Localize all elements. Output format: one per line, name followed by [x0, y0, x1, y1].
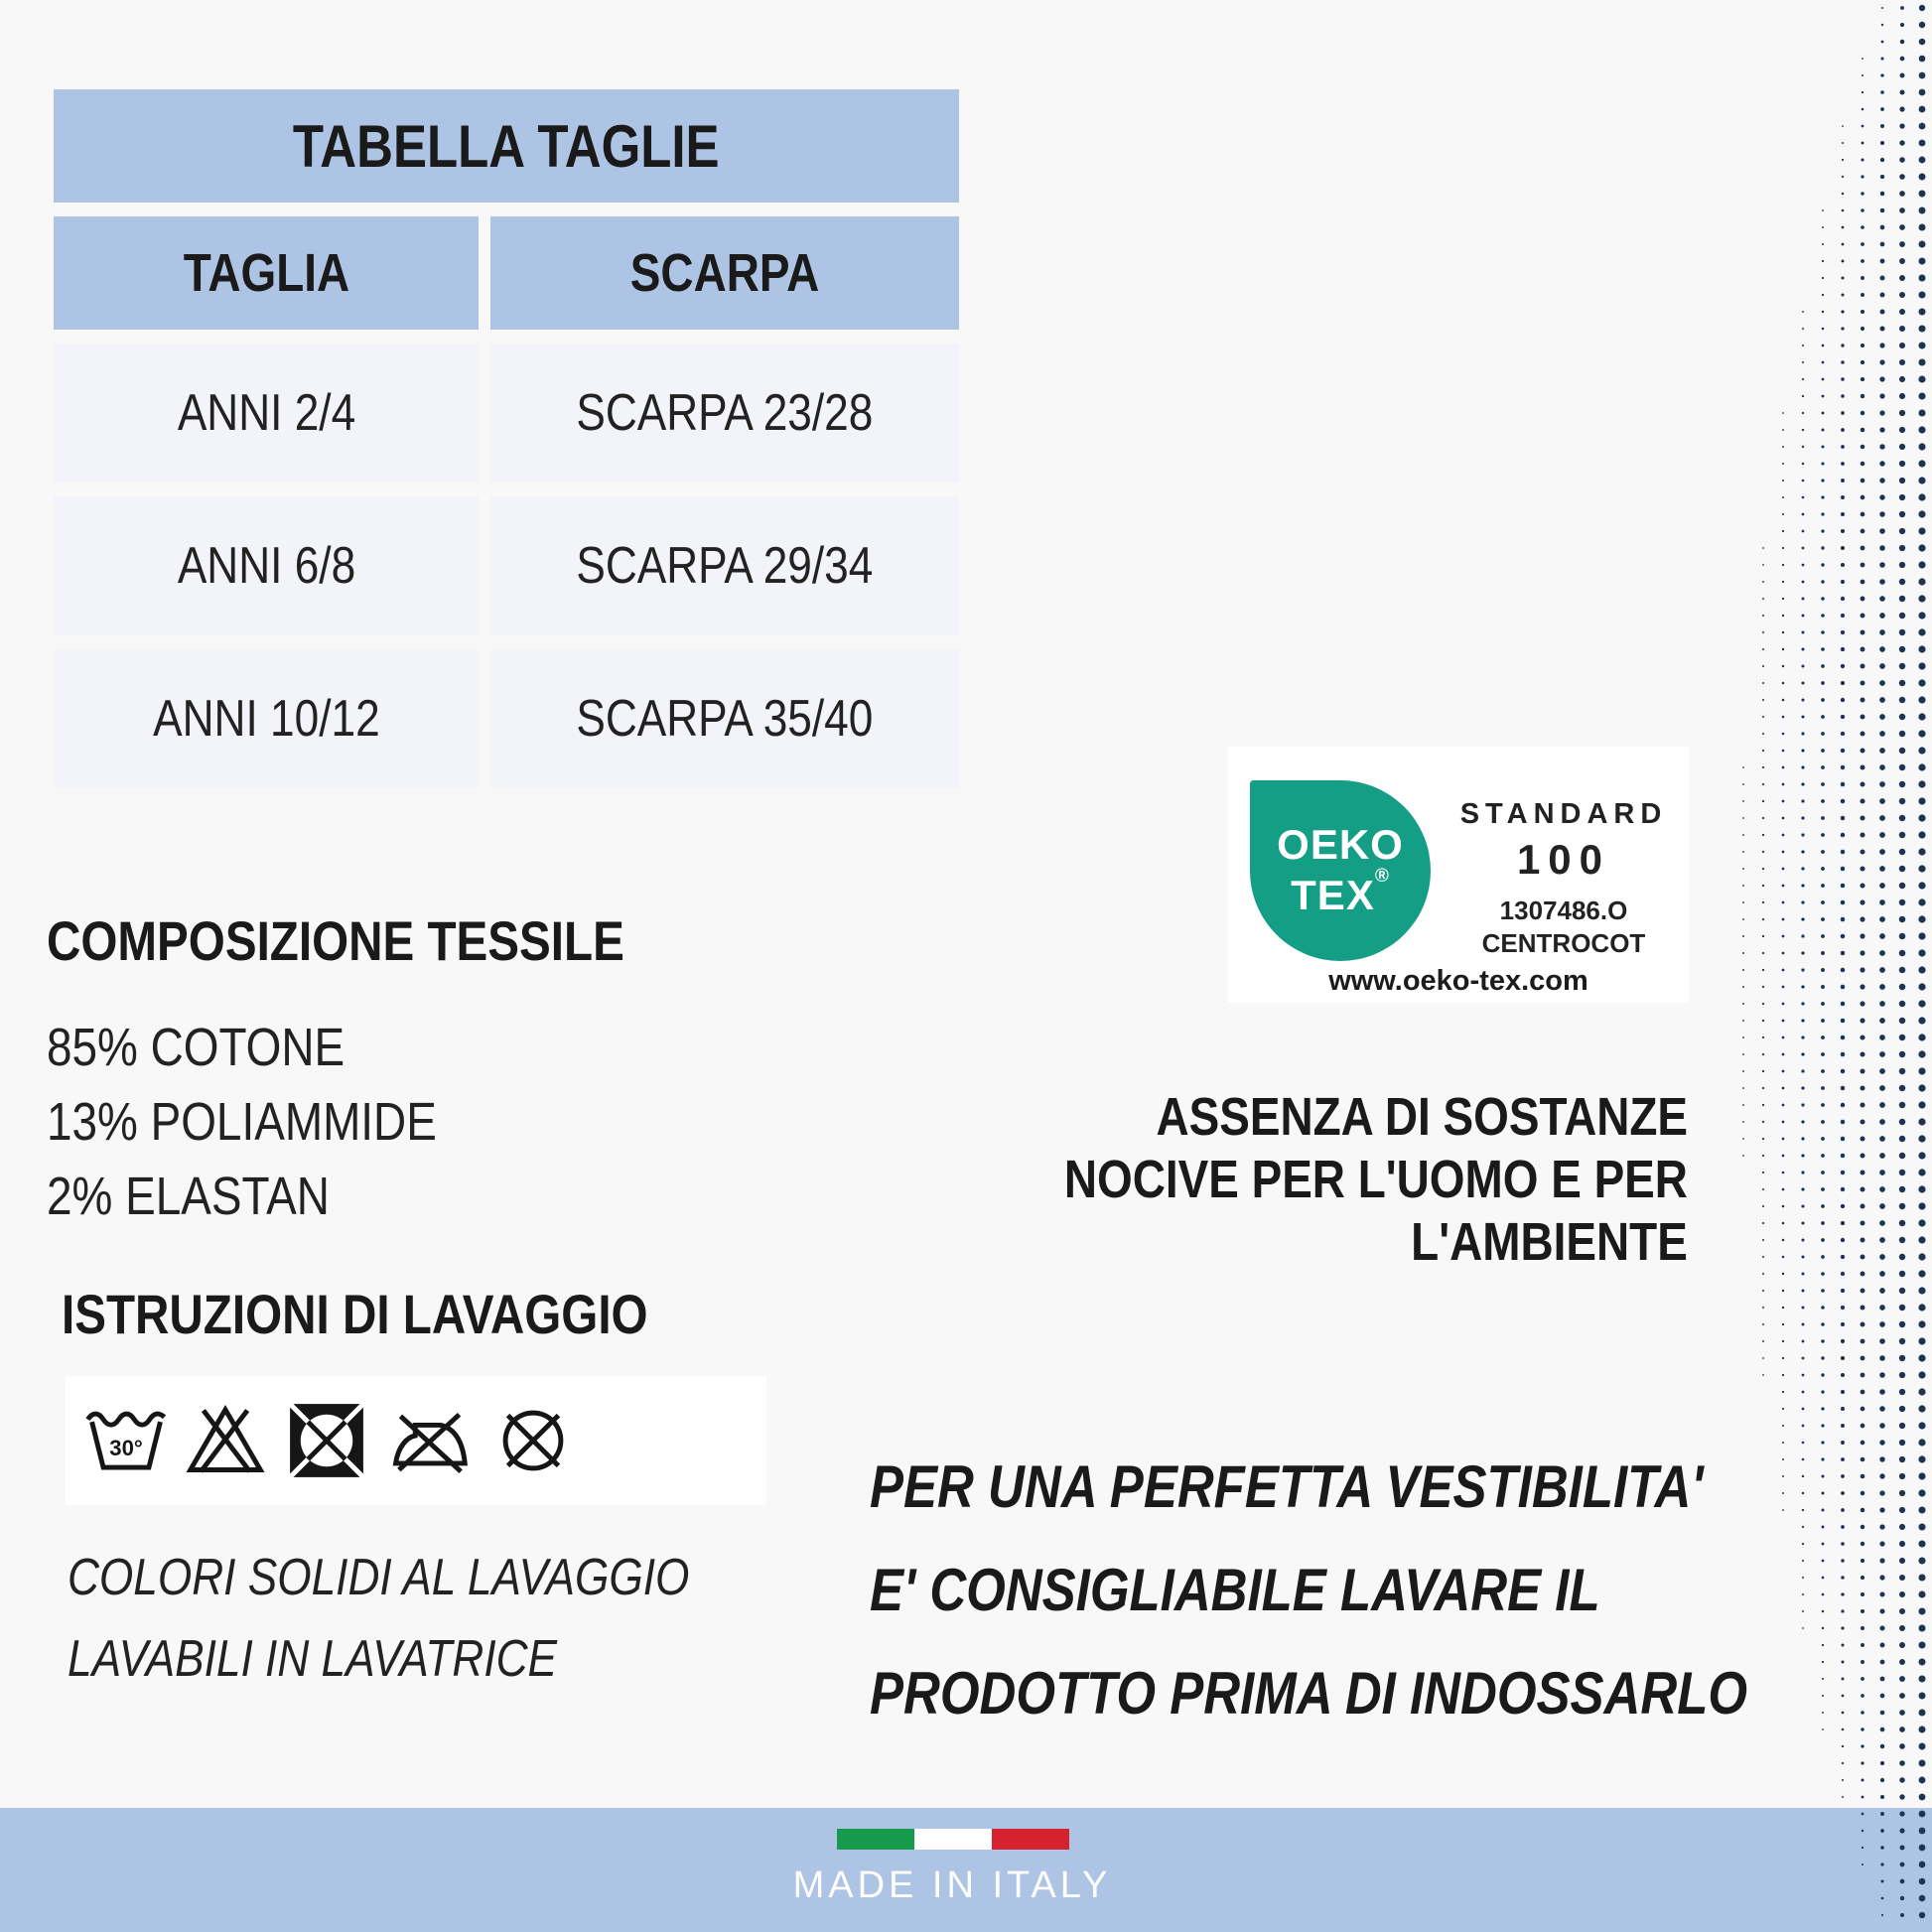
- washing-note: COLORI SOLIDI AL LAVAGGIO: [68, 1549, 690, 1606]
- table-cell: SCARPA 29/34: [490, 496, 959, 635]
- flag-white-stripe: [914, 1829, 992, 1850]
- column-header-taglia: TAGLIA: [54, 216, 479, 330]
- composition-item: 2% ELASTAN: [47, 1167, 330, 1226]
- composition-item: 85% COTONE: [47, 1018, 345, 1077]
- table-cell: SCARPA 23/28: [490, 344, 959, 483]
- advice-line: PER UNA PERFETTA VESTIBILITA': [870, 1453, 1704, 1520]
- washing-title: ISTRUZIONI DI LAVAGGIO: [62, 1283, 648, 1345]
- do-not-bleach-icon: [185, 1398, 266, 1483]
- table-cell: ANNI 6/8: [54, 496, 479, 635]
- certification-website: www.oeko-tex.com: [1328, 965, 1588, 997]
- size-table-title: [54, 89, 959, 203]
- oeko-brand-line2: TEX®: [1291, 866, 1390, 918]
- advice-text: [870, 1436, 1902, 1745]
- size-table-title-text: TABELLA TAGLIE: [293, 112, 720, 180]
- made-in-italy-label: MADE IN ITALY: [792, 1864, 1112, 1906]
- table-cell: ANNI 10/12: [54, 649, 479, 788]
- standard-label: STANDARD: [1459, 798, 1668, 830]
- claim-line: ASSENZA DI SOSTANZE: [1156, 1087, 1688, 1147]
- claim-line: NOCIVE PER L'UOMO E PER: [1063, 1150, 1688, 1209]
- washing-note: LAVABILI IN LAVATRICE: [68, 1630, 557, 1688]
- claim-line: L'AMBIENTE: [1411, 1212, 1688, 1272]
- oeko-tex-logo-icon: [1250, 780, 1431, 961]
- certification-card: [1228, 747, 1689, 1003]
- institute-name: CENTROCOT: [1481, 928, 1646, 958]
- italy-flag-icon: [837, 1829, 1069, 1850]
- wash-30-icon: [85, 1398, 167, 1483]
- certification-claim: [954, 1086, 1688, 1274]
- table-cell: ANNI 2/4: [54, 344, 479, 483]
- do-not-iron-icon: [389, 1398, 471, 1483]
- composition-item: 13% POLIAMMIDE: [47, 1092, 437, 1152]
- oeko-brand-line1: OEKO: [1277, 821, 1404, 869]
- table-cell: SCARPA 35/40: [490, 649, 959, 788]
- flag-green-stripe: [837, 1829, 914, 1850]
- advice-line: PRODOTTO PRIMA DI INDOSSARLO: [870, 1660, 1748, 1726]
- standard-number: 100: [1516, 836, 1611, 883]
- registered-mark: ®: [1374, 866, 1390, 887]
- do-not-tumble-dry-icon: [286, 1398, 367, 1483]
- do-not-dry-clean-icon: [492, 1398, 574, 1483]
- composition-title: COMPOSIZIONE TESSILE: [47, 909, 624, 972]
- advice-line: E' CONSIGLIABILE LAVARE IL: [870, 1557, 1600, 1623]
- svg-text:30°: 30°: [109, 1435, 143, 1460]
- certificate-number: 1307486.O: [1499, 896, 1628, 925]
- flag-red-stripe: [992, 1829, 1069, 1850]
- column-header-scarpa: SCARPA: [490, 216, 959, 330]
